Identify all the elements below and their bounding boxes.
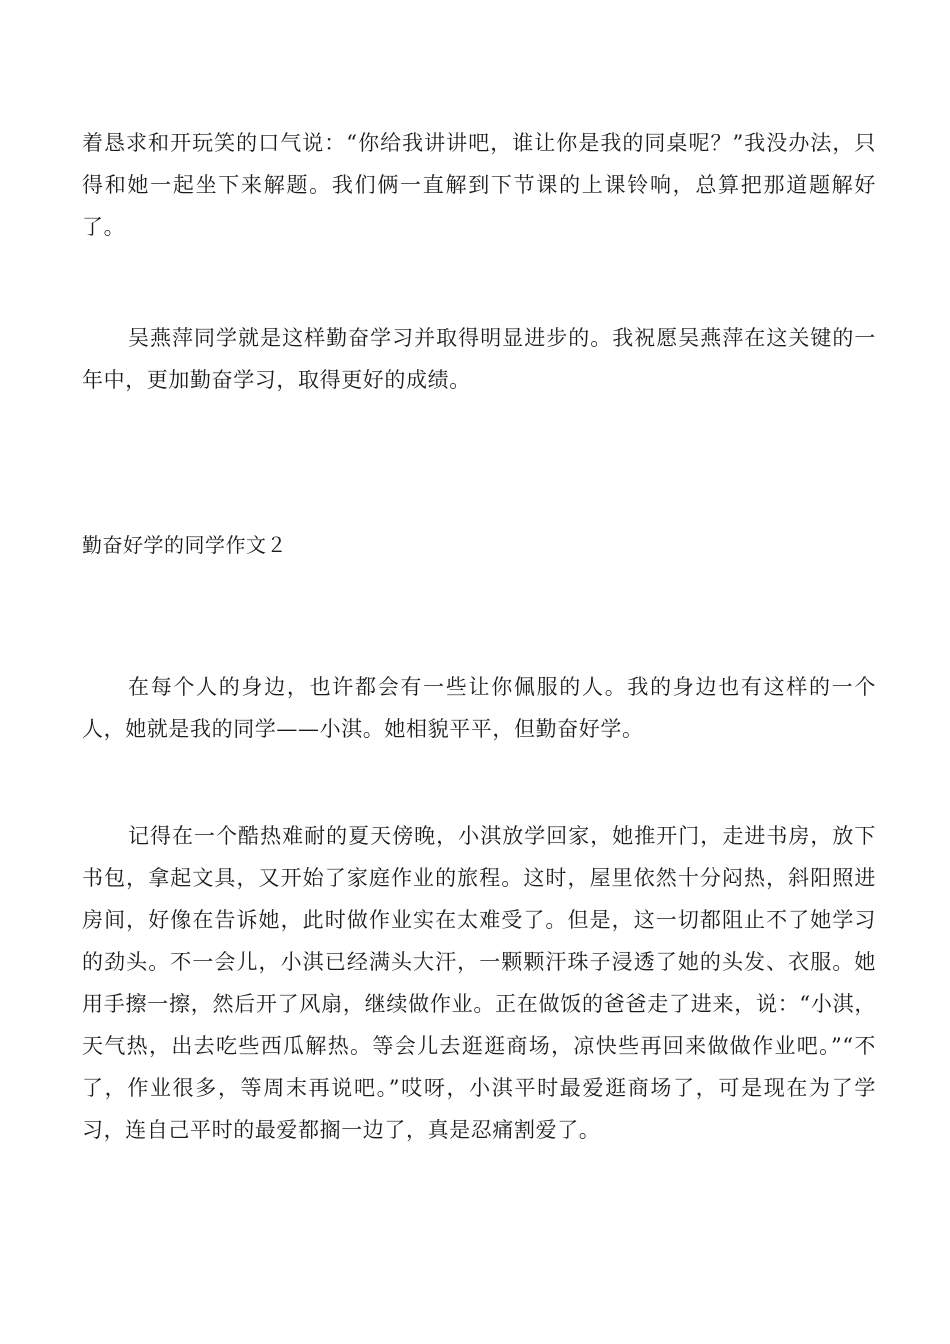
paragraph-story: 记得在一个酷热难耐的夏天傍晚，小淇放学回家，她推开门，走进书房，放下书包，拿起文具，又开始了家庭作业的旅程。这时，屋里依然十分闷热，斜阳照进房间，好像在告诉她，此时做作业实在太难受了。但是，这一切都阻止不了她学习的劲头。不一会儿，小淇已经满头大汗，一颗颗汗珠子浸透了她的头发、衣服。她用手擦一擦，然后开了风扇，继续做作业。正在做饭的爸爸走了进来，说：“小淇，天气热，出去吃些西瓜解热。等会儿去逛逛商场，凉快些再回来做做作业吧。”“不了，作业很多，等周末再说吧。”哎呀，小淇平时最爱逛商场了，可是现在为了学习，连自己平时的最爱都搁一边了，真是忍痛割爱了。 [82,824,876,1142]
section-title: 勤奋好学的同学作文２ [82,533,287,557]
paragraph-conclusion: 吴燕萍同学就是这样勤奋学习并取得明显进步的。我祝愿吴燕萍在这关键的一年中，更加勤奋学习，取得更好的成绩。 [82,326,876,392]
paragraph-intro: 在每个人的身边，也许都会有一些让你佩服的人。我的身边也有这样的一个人，她就是我的同学——小淇。她相貌平平，但勤奋好学。 [82,675,876,741]
paragraph-continuation: 着恳求和开玩笑的口气说：“你给我讲讲吧，谁让你是我的同桌呢？”我没办法，只得和她一起坐下来解题。我们俩一直解到下节课的上课铃响，总算把那道题解好了。 [82,131,876,239]
